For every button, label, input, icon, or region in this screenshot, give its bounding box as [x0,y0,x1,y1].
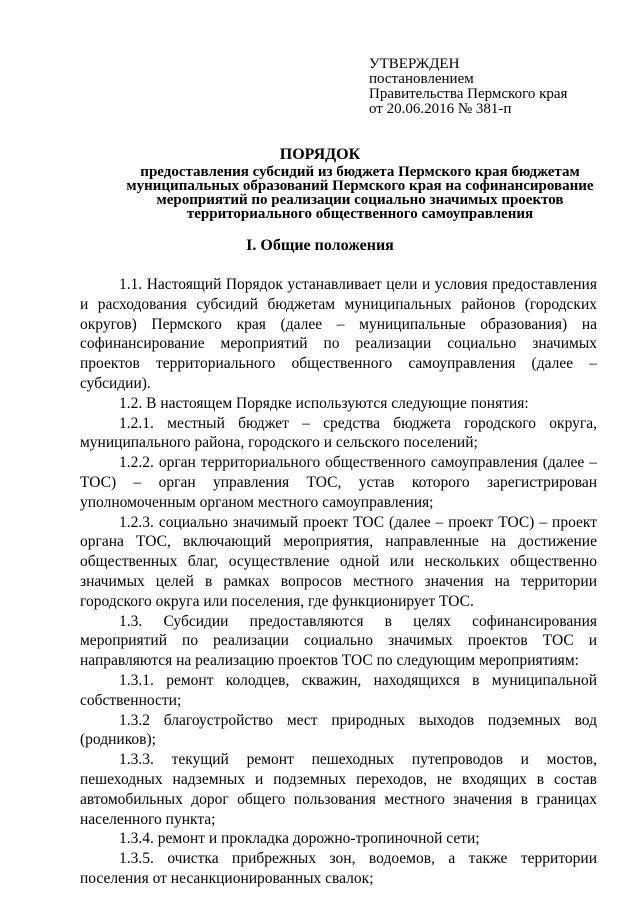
subtitle-line: муниципальных образований Пермского края на софинансирование [126,178,594,194]
subtitle-line: предоставления субсидий из бюджета Пермского края бюджетам [140,164,580,180]
paragraph-1-3-2: 1.3.2 благоустройство мест природных выходов подземных вод (родников); [80,711,597,749]
approval-date-number: от 20.06.2016 № 381-п [369,101,512,117]
paragraph-1-3: 1.3. Субсидии предоставляются в целях софинансирования мероприятий по реализации социально значимых проектов ТОС и направляются на реализацию проектов ТОС по следующим мероприятиям: [80,612,597,670]
document-title: ПОРЯДОК [279,146,361,163]
approval-issuer: Правительства Пермского края [369,86,568,102]
subtitle-line: территориального общественного самоуправления [186,206,534,222]
paragraph-1-2: 1.2. В настоящем Порядке используются следующие понятия: [119,394,529,412]
approval-act-type: постановлением [369,71,474,87]
paragraph-1-2-1: 1.2.1. местный бюджет – средства бюджета городского округа, муниципального района, городского и сельского поселений; [80,414,597,452]
paragraph-1-1: 1.1. Настоящий Порядок устанавливает цели и условия предоставления и расходования субсидий бюджетам муниципальных районов (городских округов) Пермского края (далее – муниципальные образования) на софинансирование мероприятий по реализации социально значимых проектов территориального общественного самоуправления (далее – субсидии). [80,276,597,392]
document-subtitle [80,165,640,221]
paragraph-1-3-5: 1.3.5. очистка прибрежных зон, водоемов, а также территории поселения от несанкционированных свалок; [80,850,597,887]
paragraph-1-3-4: 1.3.4. ремонт и прокладка дорожно-тропиночной сети; [119,830,480,848]
subtitle-line: мероприятий по реализации социально значимых проектов [156,192,564,208]
paragraph-1-2-2: 1.2.2. орган территориального общественного самоуправления (далее – ТОС) – орган управления ТОС, устав которого зарегистрирован уполномоченным органом местного самоуправления; [80,454,597,511]
paragraph-1-3-3: 1.3.3. текущий ремонт пешеходных путепроводов и мостов, пешеходных надземных и подземных переходов, не входящих в состав автомобильных дорог общего пользования местного значения в границах населенного пункта; [80,751,597,828]
approval-stamp [369,57,567,117]
approval-status: УТВЕРЖДЕН [369,56,460,72]
paragraph-1-2-3: 1.2.3. социально значимый проект ТОС (далее – проект ТОС) – проект органа ТОС, включающий мероприятия, направленные на достижение общественных благ, осуществление одной или нескольких общественно значимых целей в рамках вопросов местного значения на территории городского округа или поселения, где функционирует ТОС. [80,513,597,610]
paragraph-1-3-1: 1.3.1. ремонт колодцев, скважин, находящихся в муниципальной собственности; [80,671,597,709]
section-heading: I. Общие положения [246,237,394,254]
document-body [80,275,597,889]
